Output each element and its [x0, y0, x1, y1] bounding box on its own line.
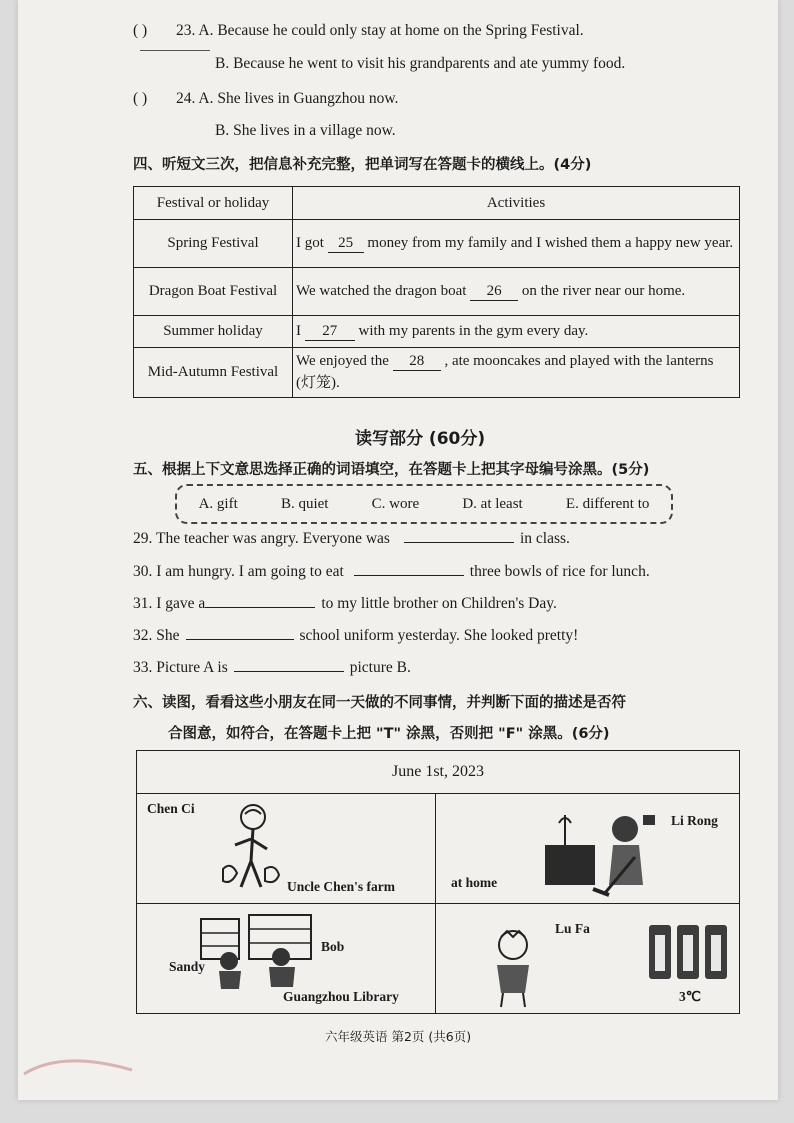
- activity-text: We watched the dragon boat: [296, 282, 467, 299]
- word-option-d: D. at least: [462, 495, 523, 512]
- picture-cell-li-rong: [435, 793, 739, 904]
- activity-text: I got: [296, 234, 324, 251]
- festival-table: [133, 186, 740, 398]
- answer-paren-24[interactable]: ( ): [133, 90, 148, 107]
- festival-cell: Mid-Autumn Festival: [134, 348, 293, 398]
- question-text: 32. She: [133, 627, 180, 644]
- label-sandy: Sandy: [169, 959, 206, 974]
- blank-28[interactable]: 28: [393, 353, 441, 371]
- section-5-title: 五、根据上下文意思选择正确的词语填空，在答题卡上把其字母编号涂黑。(5分): [133, 462, 650, 478]
- question-text: school uniform yesterday. She looked pretty!: [299, 627, 579, 644]
- header-activities: Activities: [293, 187, 740, 220]
- answer-line: [140, 50, 210, 51]
- question-text: 30. I am hungry. I am going to eat: [133, 563, 344, 580]
- label-lu-fa: Lu Fa: [555, 921, 590, 936]
- word-option-c: C. wore: [371, 495, 420, 512]
- question-31: [133, 593, 557, 613]
- farmer-boy-icon: [215, 799, 285, 899]
- activity-text: money from my family and I wished them a happy new year.: [367, 234, 734, 251]
- pen-stroke-decoration: [22, 1040, 142, 1080]
- word-option-a: A. gift: [198, 495, 238, 512]
- q24-option-b: B. She lives in a village now.: [215, 122, 396, 139]
- answer-blank[interactable]: [205, 593, 315, 608]
- answer-paren-23[interactable]: ( ): [133, 22, 148, 39]
- picture-cell-library: [137, 903, 436, 1013]
- answer-blank[interactable]: [404, 528, 514, 543]
- header-festival: Festival or holiday: [134, 187, 293, 220]
- question-33: [133, 657, 411, 677]
- answer-blank[interactable]: [354, 561, 464, 576]
- table-row: [134, 220, 740, 268]
- blank-25[interactable]: 25: [328, 235, 364, 253]
- question-text: in class.: [519, 530, 570, 547]
- q24-option-a: 24. A. She lives in Guangzhou now.: [176, 90, 399, 107]
- label-at-home: at home: [451, 875, 498, 890]
- picture-grid: [136, 750, 740, 1014]
- word-bank: [175, 484, 673, 524]
- activity-cell: [293, 268, 740, 316]
- question-text: to my little brother on Children's Day.: [321, 595, 557, 612]
- sick-boy-icon: [483, 927, 543, 1009]
- reading-writing-title: 读写部分 (60分): [355, 429, 486, 449]
- q23-option-a: 23. A. Because he could only stay at home on the Spring Festival.: [176, 22, 584, 39]
- label-li-rong: Li Rong: [671, 813, 718, 828]
- activity-cell: [293, 348, 740, 398]
- section-6-title-line2: 合图意，如符合，在答题卡上把 "T" 涂黑，否则把 "F" 涂黑。(6分): [168, 726, 610, 742]
- section-6-title-line1: 六、读图，看看这些小朋友在同一天做的不同事情，并判断下面的描述是否符: [133, 695, 626, 711]
- question-32: [133, 625, 578, 645]
- activity-text: We enjoyed the: [296, 353, 389, 369]
- activity-cell: [293, 316, 740, 348]
- table-row: [134, 348, 740, 398]
- section-4-title: 四、听短文三次，把信息补充完整，把单词写在答题卡的横线上。(4分): [133, 157, 592, 173]
- blank-26[interactable]: 26: [470, 283, 518, 301]
- label-farm: Uncle Chen's farm: [287, 879, 395, 894]
- q23-option-b: B. Because he went to visit his grandparents and ate yummy food.: [215, 55, 626, 72]
- activity-text: , ate mooncakes and played with the lanterns (灯笼).: [296, 353, 714, 391]
- page-footer: 六年级英语 第2页 (共6页): [325, 1029, 472, 1044]
- activity-text: I: [296, 322, 301, 339]
- picture-cell-chen-ci: [137, 793, 436, 904]
- activity-text: on the river near our home.: [521, 282, 686, 299]
- festival-cell: Summer holiday: [134, 316, 293, 348]
- question-30: [133, 561, 650, 581]
- word-option-e: E. different to: [565, 495, 650, 512]
- activity-cell: [293, 220, 740, 268]
- question-text: three bowls of rice for lunch.: [469, 563, 650, 580]
- date-header: June 1st, 2023: [137, 751, 739, 794]
- label-chen-ci: Chen Ci: [147, 801, 195, 816]
- answer-blank[interactable]: [234, 657, 344, 672]
- table-header-row: [134, 187, 740, 220]
- question-text: 33. Picture A is: [133, 659, 228, 676]
- word-option-b: B. quiet: [280, 495, 329, 512]
- label-library: Guangzhou Library: [283, 989, 399, 1004]
- reading-kids-icon: [199, 911, 319, 991]
- picture-cell-lu-fa: [435, 903, 739, 1013]
- question-text: 31. I gave a: [133, 595, 206, 612]
- question-29: [133, 528, 570, 548]
- label-bob: Bob: [321, 939, 345, 954]
- question-text: picture B.: [349, 659, 411, 676]
- table-row: [134, 316, 740, 348]
- thermometer-icon: [647, 921, 729, 983]
- activity-text: with my parents in the gym every day.: [358, 322, 589, 339]
- answer-blank[interactable]: [186, 625, 294, 640]
- label-temperature: 3℃: [679, 989, 701, 1004]
- festival-cell: Spring Festival: [134, 220, 293, 268]
- question-text: 29. The teacher was angry. Everyone was: [133, 530, 390, 547]
- table-row: [134, 268, 740, 316]
- festival-cell: Dragon Boat Festival: [134, 268, 293, 316]
- sweeping-girl-icon: [535, 805, 665, 900]
- blank-27[interactable]: 27: [305, 323, 355, 341]
